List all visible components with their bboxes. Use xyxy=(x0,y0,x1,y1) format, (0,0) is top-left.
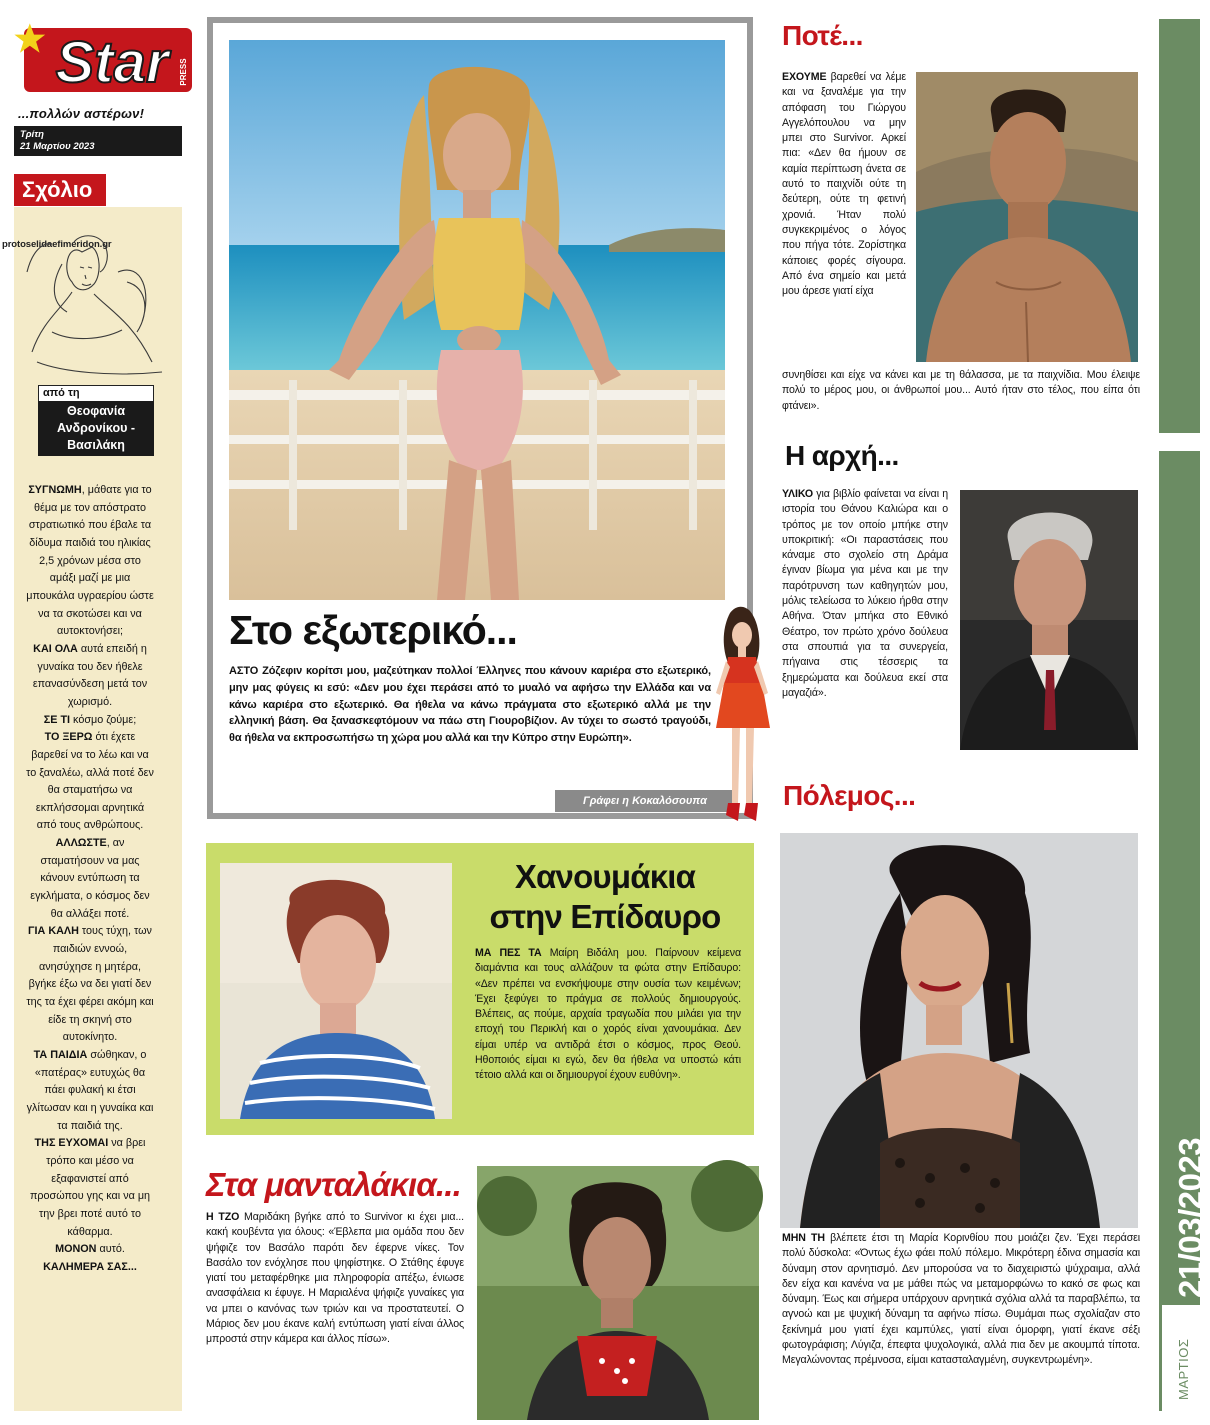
comment-title: Σχόλιο xyxy=(14,174,106,206)
issue-day: Τρίτη xyxy=(20,129,44,140)
mascot-figure xyxy=(712,603,774,825)
comment-paragraph: ΜΟΝΟΝ αυτό. xyxy=(55,1243,125,1256)
logo-press: PRESS xyxy=(179,58,188,86)
manta-text: Η ΤΖΟ Μαριδάκη βγήκε από το Survivor κι έχει μια... κακή κουβέντα για όλους: «Έβλεπα μια ομάδα που δεν ψήφιζε τον Βασάλο παρότι δεν έφερνε νίκες. Τον Βασάλο τον ενόχλησε που ψηφίστηκε. Ο Στάθης έφυγε γιατί του μεταφέρθηκε μια πληροφορία απέξω, ένιωσε ανασφάλεια κι έφυγε. Η Μαριαλένα ψήφιζε γυναίκες για να μπει ο κανόνας των τριών και να προστατευτεί. Ο Μάριος δεν μου έκανε καλή εντύπωση γιατί είναι άλλος μπροστά στην κάμερα και άλλος πίσω». xyxy=(206,1211,464,1346)
feature-title: Στο εξωτερικό... xyxy=(229,607,517,653)
pote-text-continued: συνηθίσει και είχε να κάνει και με τη θάλασσα, με τα παιχνίδια. Μου έλειψε πολύ το μέρος μου, οι άνθρωποί μου... Αυτό ήταν στο τέλος, που είπα ότι φτάνει». xyxy=(782,369,1140,412)
pote-photo xyxy=(916,72,1138,362)
comment-paragraph: ΣΕ ΤΙ κόσμο ζούμε; xyxy=(43,713,137,726)
issue-date xyxy=(14,126,182,156)
author-name: Θεοφανία Ανδρονίκου - Βασιλάκη xyxy=(38,401,154,456)
manta-title: Στα μανταλάκια... xyxy=(206,1166,462,1203)
side-month: ΜΑΡΤΙΟΣ xyxy=(1176,1338,1191,1400)
author-sketch xyxy=(22,212,172,384)
tagline: ...πολλών αστέρων! xyxy=(18,106,145,121)
feature-text: ΑΣΤΟ Ζόζεφιν κορίτσι μου, μαζεύτηκαν πολλοί Έλληνες που κάνουν καριέρα στο εξωτερικό, μην μας φύγεις κι εσύ: «Δεν μου έχει περάσει από το μυαλό να αφήσω την Ελλάδα και να κάνω καριέρα στο εξωτερικό. Θα ήθελα να κάνω πράγματα στο εξωτερικό αλλά με την ελληνική βάση. Θα ξανασκεφτόμουν να πάω στη Γιουροβίζιον. Αν τύχει το σωστό τραγούδι, θα ήθελα να εκπροσωπήσω τη χώρα μου αλλά και την Κύπρο στην Ευρώπη». xyxy=(229,665,711,745)
comment-paragraph: ΤΟ ΞΕΡΩ ότι έχετε βαρεθεί να το λέω και να το ξαναλέω, αλλά ποτέ δεν θα σταματήσω να εκπλήσσομαι αρνητικά από τους ανθρώπους. xyxy=(26,731,154,832)
pote-title: Ποτέ... xyxy=(782,20,863,51)
feature-photo xyxy=(229,40,725,600)
side-date: 21/03/2023 xyxy=(1172,1137,1209,1298)
comment-paragraph: ΓΙΑ ΚΑΛΗ τους τύχη, των παιδιών εννοώ, ανησύχησε η μητέρα, βγήκε έξω να δει γιατί δεν της τα έχει φέρει ακόμη και είδε τη σκηνή στο αυτοκίνητο. xyxy=(26,925,154,1044)
star-logo xyxy=(14,20,196,100)
comment-paragraph: ΣΥΓΝΩΜΗ, μάθατε για το θέμα με τον απόστρατο στρατιωτικό που έβαλε τα δίδυμα παιδιά του ηλικίας 2,5 χρόνων μέσα στο αμάξι μαζί με μια μπουκάλα υγραερίου ώστε να τα σκοτώσει και να αυτοκτονήσει; xyxy=(26,484,154,638)
polemos-text: ΜΗΝ ΤΗ βλέπετε έτσι τη Μαρία Κορινθίου που μοιάζει ζεν. Έχει περάσει πολύ δύσκολα: «Όντως έχω φάει πολύ πόλεμο. Μικρότερη έδινα σημασία και δύναμη στον αρνητισμό. Δεν μπορούσα να το διαχειριστώ ψύχραιμα, αλλά δεν είχα και κανένα να με μάθει πώς να μεταμορφώνω το κακό σε φως και δύναμη. Έως και σήμερα υπάρχουν αρνητικά σχόλια αλλά τα παραβλέπω, τα αγνοώ και με ψυχική δύναμη τα αφήνω πίσω. Θυμάμαι πως σχολίαζαν στο ξεκίνημά μου γιατί έχει καμπύλες, γιατί είναι όμορφη, γιατί έκανε σέξι φωτογράφιση; Λύγιζα, έπεφτα ψυχολογικά, αλλά πια δεν με ακουμπά τίποτα. Μεγαλώνοντας πρέμνοσα, είμαι κατασταλαγμένη, συγκεντρωμένη». xyxy=(782,1232,1141,1367)
green-text: ΜΑ ΠΕΣ ΤΑ Μαίρη Βιδάλη μου. Παίρνουν κείμενα διαμάντια και τους αλλάζουν τα φώτα στην Επίδαυρο: «Δεν πρέπει να ενσκήψουμε στην ουσία των κειμένων; Έχει ξεφύγει το πράγμα σε πολλούς δημιουργούς. Βλέπεις, ας πούμε, αρχαία τραγωδία που μιλάει για την εποχή του Περικλή και ο χορός είναι χανουμάκια. Δεν είμαι υπέρ να αντιδρά έτσι ο κόσμος, προς Θεού. Ηθοποιός είμαι κι εγώ, δεν θα ήθελα να υποστώ κάτι τέτοιο αλλά και οι δημιουργοί έχουν ευθύνη». xyxy=(475,947,742,1082)
green-title-line: στην Επίδαυρο xyxy=(489,898,721,935)
issue-date-full: 21 Μαρτίου 2023 xyxy=(20,141,95,152)
manta-photo xyxy=(477,1166,759,1420)
author-from-label: από τη xyxy=(38,385,154,402)
pote-text: ΕΧΟΥΜΕ βαρεθεί να λέμε και να ξαναλέμε για την απόφαση του Γιώργου Αγγελόπουλου να μην μπει στο Survivor. Αρκεί πια: «Δεν θα ήμουν σε καμία περίπτωση άνετα σε αυτό το παιχνίδι ούτε τη δεύτερη, ούτε τη φετινή χρονιά. Ήταν πολύ συγκεκριμένος ο λόγος που πήγα τότε. Ζορίστηκα κάποιες φορές σίγουρα. Από ένα σημείο και μετά μου άρεσε γιατί είχα xyxy=(782,71,906,298)
polemos-title: Πόλεμος... xyxy=(783,780,916,811)
green-title-line: Χανουμάκια xyxy=(514,858,696,895)
comment-paragraph: ΤΗΣ ΕΥΧΟΜΑΙ να βρει τρόπο και μέσο να εξαφανιστεί από προσώπου γης και να μη την βρει ποτέ αυτό το κάθαρμα. xyxy=(29,1137,151,1238)
comment-body xyxy=(26,482,154,1277)
side-tab-top xyxy=(1159,19,1200,433)
comment-paragraph: ΚΑΙ ΟΛΑ αυτά επειδή η γυναίκα του δεν ήθελε επανασύνδεση μετά τον χωρισμό. xyxy=(32,642,148,708)
byline: Γράφει η Κοκαλόσουπα xyxy=(555,790,735,812)
green-photo xyxy=(220,863,452,1119)
green-title xyxy=(475,857,735,937)
logo-text: Star xyxy=(55,30,169,95)
archi-text: ΥΛΙΚΟ για βιβλίο φαίνεται να είναι η ιστορία του Θάνου Καλιώρα και ο τρόπος με τον οποίο μπήκε στην υποκριτική: «Οι παραστάσεις που κάναμε στο σχολείο στη Δράμα έγιναν βίωμα για μένα και με την παρότρυνση των καθηγητών μου, μόλις τελείωσα το λύκειο ήρθα στην Αθήνα. Όταν μπήκα στο Εθνικό Θέατρο, τον πρώτο χρόνο δούλευα στα σπουπιά για τα συνεργεία, πήγαινα στις τέσσερις τα ξημερώματα και δούλευα εκεί στα μαγαζιά». xyxy=(782,488,948,699)
watermark: protoselidaefimeridon.gr xyxy=(2,239,112,250)
polemos-photo xyxy=(780,833,1138,1228)
comment-paragraph: ΚΑΛΗΜΕΡΑ ΣΑΣ... xyxy=(43,1260,137,1273)
comment-paragraph: ΤΑ ΠΑΙΔΙΑ σώθηκαν, ο «πατέρας» ευτυχώς θα πάει φυλακή κι έτσι γλίτωσαν και η γυναίκα και τα παιδιά της. xyxy=(26,1049,154,1132)
archi-title: Η αρχή... xyxy=(785,440,899,471)
comment-paragraph: ΑΛΛΩΣΤΕ, αν σταματήσουν να μας κάνουν εντύπωση τα εγκλήματα, ο κόσμος δεν θα αλλάξει ποτέ. xyxy=(30,837,150,920)
archi-photo xyxy=(960,490,1138,750)
